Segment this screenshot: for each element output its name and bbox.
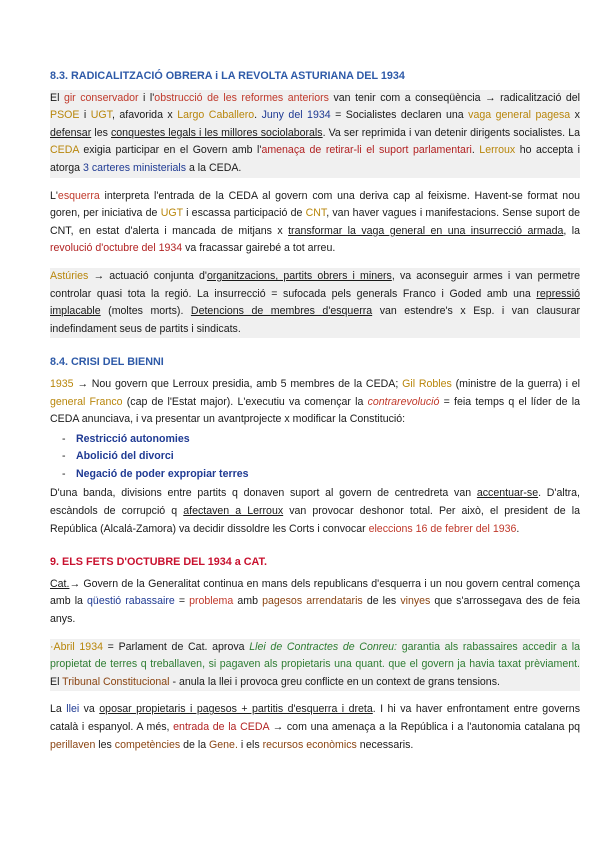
text-run: llei [66, 703, 80, 716]
text-run: revolució d'octubre del 1934 [50, 242, 183, 255]
text-run: D'una banda, [50, 487, 122, 500]
text-run: de la [118, 577, 149, 590]
text-run: transformar la vaga general en una insurrecció armada [288, 224, 564, 237]
text-run: . Havent-se format nou goren, per iniciativa de [50, 189, 580, 220]
text-run: amb [233, 595, 263, 608]
text-run: Lerroux [479, 144, 516, 157]
text-run: . La [562, 126, 581, 139]
text-run: UGT [90, 109, 112, 122]
text-run: llei [219, 675, 232, 688]
text-run: i [314, 522, 323, 535]
text-run: divisions entre partits [121, 487, 227, 500]
text-run: i els [237, 738, 263, 751]
text-run: va fracassar gairebé a tot arreu [182, 242, 333, 255]
text-run: (Alcalá-Zamora) va decidir [97, 522, 228, 535]
text-run: = feia temps q el líder de la CEDA anunciava, i va presentar un [50, 395, 580, 426]
text-run: q [165, 505, 184, 518]
text-run: reprimida [361, 126, 406, 139]
text-run: UGT [160, 207, 183, 220]
text-run: (cap de l'Estat major). L'executiu va començar la [122, 395, 368, 408]
text-run: Franco i Goded [402, 287, 482, 300]
text-run: La insurrecció [197, 287, 266, 300]
text-run: . [254, 109, 262, 122]
paragraph-8-4-1935 [50, 376, 580, 429]
text-run: = sufocada pels generals [265, 287, 403, 300]
text-run: 1935 [50, 377, 74, 390]
text-run: radicalització del [500, 91, 580, 104]
document-content [50, 68, 580, 754]
text-run: necessaris. [356, 738, 414, 751]
text-run: general Franco [50, 395, 123, 408]
text-run: ho accepta i atorga [50, 144, 580, 174]
text-run: 3 carteres ministerials [82, 161, 187, 174]
text-run: (moltes morts). [100, 305, 191, 318]
text-run: ; [395, 377, 403, 390]
text-run: Largo Caballero [177, 109, 255, 122]
text-run: pagesos arrendataris [262, 595, 363, 608]
text-run: = [102, 640, 119, 653]
paragraph-8-3-intro [50, 90, 580, 178]
text-run: va [79, 703, 100, 716]
text-run: accentuar-se [476, 487, 539, 500]
text-run: Parlament [118, 640, 167, 653]
text-run: El [50, 675, 63, 688]
text-run: suport al govern de centredreta [289, 487, 449, 500]
text-run: nou govern central [445, 577, 534, 590]
text-run: = [174, 595, 190, 608]
text-run: vinyes [400, 595, 431, 608]
text-run: → Nou govern que [73, 377, 173, 390]
list-item: - Restricció autonomies [62, 432, 190, 445]
text-run: conquestes legals i les millores sociolaborals [110, 126, 323, 139]
text-run: amenaça a la República i a l'autonomia catalana [331, 721, 565, 733]
text-run: i provoca [231, 675, 281, 688]
text-run: → com una [268, 721, 332, 733]
text-run: Astúries [50, 269, 89, 282]
text-run: gir conservador [63, 91, 139, 104]
text-run: = [330, 109, 346, 122]
text-run: escàndols de corrupció [50, 505, 166, 518]
text-run: de la [180, 738, 210, 751]
text-run: al govern com una [257, 189, 360, 202]
text-run: CEDA [50, 144, 79, 157]
text-run: afectaven a Lerroux [183, 505, 284, 518]
text-run: president de la República [50, 505, 581, 535]
text-run: . A més, [130, 721, 174, 733]
text-run: . D'altra, [538, 487, 580, 500]
text-run: de [166, 640, 189, 653]
text-run: - [169, 675, 179, 688]
text-run: comença amb la [50, 577, 580, 608]
text-run: Socialistes [345, 109, 397, 122]
text-run: Detencions de membres d'esquerra [190, 305, 373, 318]
text-run: exigia participar en el Govern amb l' [78, 144, 262, 157]
text-run: . Va ser [322, 126, 362, 139]
text-run: q donaven [226, 487, 290, 500]
text-run: : [402, 413, 406, 426]
text-run: declaren una [396, 109, 469, 122]
text-run: entrada de la CEDA [173, 721, 269, 733]
text-run: competències [114, 738, 181, 751]
text-run: → [69, 577, 84, 590]
text-run: dissoldre les Corts [227, 522, 315, 535]
text-run: problema [189, 595, 234, 608]
text-run: Cat. aprova [188, 640, 250, 653]
text-run: eleccions 16 de febrer del 1936 [368, 522, 517, 535]
text-run: anula [178, 675, 205, 688]
text-run: x [570, 109, 580, 122]
paragraph-8-3-asturies [50, 268, 580, 338]
text-run: pq [564, 721, 580, 733]
text-run: i escassa participació de [182, 207, 306, 220]
text-run: . [471, 144, 480, 157]
text-run: i [416, 207, 426, 220]
text-run: PSOE [50, 109, 80, 122]
text-run: convocar [322, 522, 369, 535]
text-run: , van haver [326, 207, 383, 220]
paragraph-9-govern [50, 576, 580, 629]
text-run: . Sense suport de CNT, en estat d'alerta i mancada de mitjans x [50, 207, 580, 237]
text-run: deriva cap al feixisme [359, 189, 467, 202]
heading-8-4: 8.4. CRISI DEL BIENNI [50, 356, 164, 369]
text-run: enfrontament entre governs català i espanyol [50, 703, 580, 733]
text-run: recursos econòmics [262, 738, 357, 751]
text-run: amb una [481, 287, 537, 300]
text-run: El [50, 91, 64, 104]
text-run: continua en [199, 577, 262, 590]
list-item: - Negació de poder expropiar terres [62, 467, 249, 480]
text-run: Gil Robles [402, 377, 452, 390]
text-run: entrada de la CEDA [158, 189, 258, 202]
list-item: - Abolició del divorci [62, 450, 174, 463]
text-run: dels [287, 577, 314, 590]
text-run: defensar [50, 126, 92, 139]
text-run: les [95, 738, 115, 751]
text-run: ·Abril 1934 [50, 640, 103, 653]
text-run: van estendre's x Esp. i van [372, 305, 537, 318]
text-run: i van [405, 126, 435, 139]
text-run: obstrucció de les reformes anteriors [154, 91, 329, 104]
text-run: van [448, 487, 477, 500]
text-run: greu conflicte [280, 675, 344, 688]
text-run: i l' [138, 91, 155, 104]
text-run: , la [563, 224, 581, 237]
text-run: amenaça de retirar-li el suport parlamentari [261, 144, 472, 157]
text-run: Generalitat [148, 577, 200, 590]
text-run: Gene. [209, 738, 238, 751]
text-run: organitzacions, partits obrers i miners [206, 269, 392, 282]
text-run: i [79, 109, 91, 122]
paragraph-8-4-crisi [50, 485, 580, 538]
text-run: Govern [83, 577, 119, 590]
text-run: detenir dirigents socialistes [434, 126, 563, 139]
text-run: interpreta l' [99, 189, 159, 202]
paragraph-8-3-esquerra [50, 188, 580, 258]
text-run: . [332, 242, 336, 255]
constitution-changes-list [50, 431, 580, 484]
text-run: Lerroux presidia [172, 377, 250, 390]
text-run: Tribunal Constitucional [62, 675, 170, 688]
text-run: Cat. [50, 577, 70, 590]
text-run: oposar propietaris i pagesos + partitis d'esquerra i dreta [99, 703, 373, 716]
text-run: la [204, 675, 220, 688]
heading-9: 9. ELS FETS D'OCTUBRE DEL 1934 a CAT. [50, 556, 267, 569]
text-run: perillaven [50, 738, 96, 751]
text-run: CNT [305, 207, 327, 220]
text-run: → actuació conjunta d' [88, 269, 207, 282]
text-run: L' [50, 189, 58, 202]
text-run: avantprojecte x modificar la Constitució [217, 413, 403, 426]
text-run: , afavorida x [111, 109, 178, 122]
text-run: van tenir com a conseqüència → [328, 91, 501, 104]
text-run: republicans d'esquerra [313, 577, 422, 590]
text-run: Llei de Contractes de Conreu: [249, 640, 397, 653]
heading-8-3: 8.3. RADICALITZACIÓ OBRERA i LA REVOLTA ASTURIANA DEL 1934 [50, 70, 405, 82]
text-run: repressió implacable [50, 287, 580, 318]
paragraph-9-abril-1934 [50, 639, 580, 692]
text-run: les [91, 126, 111, 139]
text-run: garantia als rabassaires accedir a la propietat de terres q treballaven, si pagaven als propietaris una quant. que el govern ja havia taxat prèviament. [50, 640, 581, 671]
text-run: La [50, 703, 67, 716]
text-run: que s'arrossegava des de feia anys. [50, 595, 580, 626]
text-run: de les [362, 595, 401, 608]
text-run: mans [261, 577, 288, 590]
text-run: manifestacions [425, 207, 497, 220]
text-run: 5 membres de la CEDA [280, 377, 396, 390]
text-run: qüestió rabassaire [87, 595, 175, 608]
text-run: . I hi va haver [372, 703, 447, 716]
text-run: Juny del 1934 [261, 109, 331, 122]
text-run: , va aconseguir armes i van permetre controlar quasi tota la regió. [50, 269, 581, 300]
text-run: . [516, 522, 520, 535]
text-run: vaga general pagesa [468, 109, 571, 122]
text-run: esquerra [57, 189, 100, 202]
text-run: , amb [249, 377, 281, 390]
text-run: (ministre de la guerra) i el [451, 377, 581, 390]
text-run: contrarevolució [367, 395, 440, 408]
text-run: i un [421, 577, 446, 590]
text-run: van provocar deshonor total. Per això, el [283, 505, 505, 518]
text-run: vagues [382, 207, 417, 220]
text-run: en un context de grans tensions. [343, 675, 500, 688]
paragraph-9-llei [50, 701, 580, 754]
text-run: . [237, 322, 241, 335]
text-run: a la CEDA. [186, 161, 242, 174]
text-run: clausurar indefindament seus de partits i sindicats [50, 305, 580, 335]
